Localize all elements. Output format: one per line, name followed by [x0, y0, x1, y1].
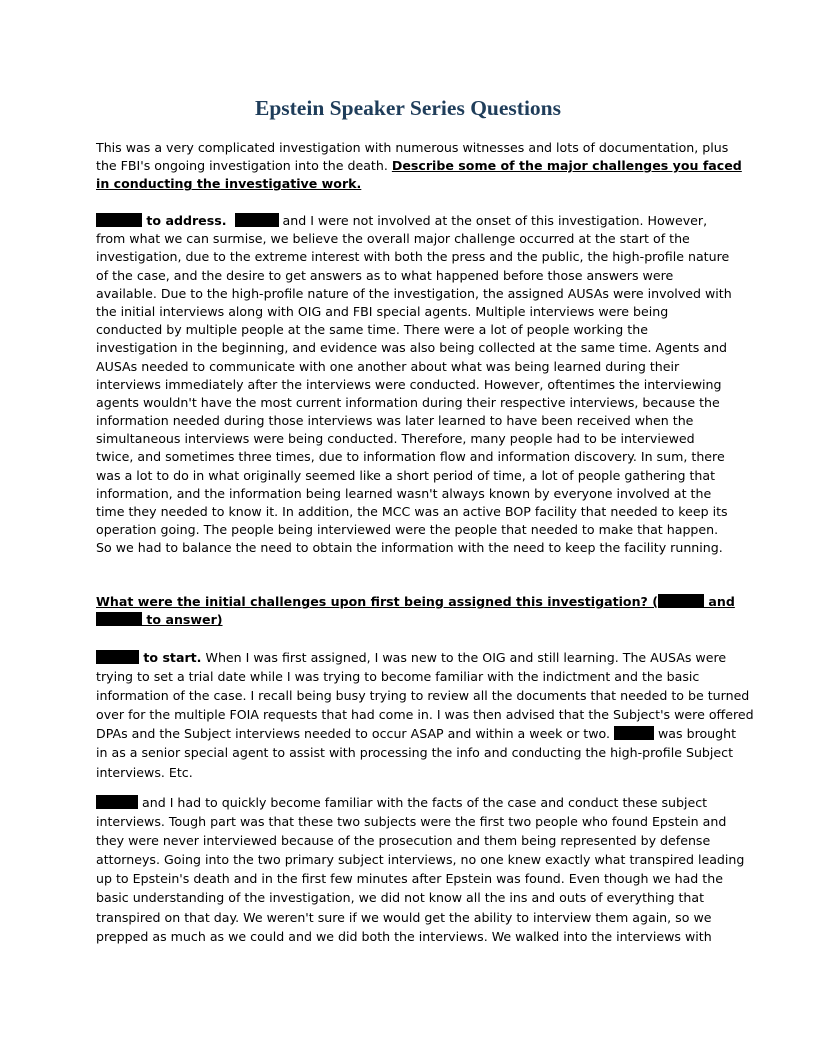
redaction-box	[658, 594, 704, 608]
text-line: was a lot to do in what originally seemed like a short period of time, a lot of people gathering that	[96, 467, 716, 483]
text-span: and I were not involved at the onset of this investigation. However,	[278, 213, 708, 228]
text-line: up to Epstein's death and in the first few minutes after Epstein was found. Even though we had the	[96, 871, 723, 887]
text-line: transpired on that day. We weren't sure if we would get the ability to interview them again, so we	[96, 909, 712, 925]
text-line: simultaneous interviews were being conducted. Therefore, many people had to be interviewed	[96, 431, 695, 447]
question-2	[96, 593, 736, 629]
answer-lead: to start.	[139, 650, 202, 665]
text-line: of the case, and the desire to get answers as to what happened before those answers were	[96, 267, 674, 283]
question-text: in conducting the investigative work.	[96, 176, 362, 192]
redaction-box	[96, 213, 142, 227]
text-line: conducted by multiple people at the same time. There were a lot of people working the	[96, 322, 648, 338]
text-span: When I was first assigned, I was new to the OIG and still learning. The AUSAs were	[201, 650, 727, 665]
redaction-box	[96, 650, 139, 664]
text-line	[96, 212, 736, 230]
text-line: interviews. Etc.	[96, 764, 193, 780]
text-line: from what we can surmise, we believe the overall major challenge occurred at the start of the	[96, 231, 690, 247]
text-line	[96, 648, 736, 667]
text-span: the FBI's ongoing investigation into the death.	[96, 158, 392, 174]
text-span: was brought	[654, 726, 737, 742]
question-text: What were the initial challenges upon first being assigned this investigation? (	[96, 594, 658, 609]
text-line: prepped as much as we could and we did both the interviews. We walked into the interviews with	[96, 928, 712, 944]
text-line: over for the multiple FOIA requests that had come in. I was then advised that the Subject's were offered	[96, 707, 754, 723]
redaction-box	[96, 612, 142, 626]
text-line: information of the case. I recall being busy trying to review all the documents that needed to be turned	[96, 688, 750, 704]
redaction-box	[96, 795, 138, 809]
question-text: and	[703, 594, 735, 609]
text-line	[96, 793, 736, 812]
answer-2	[96, 648, 754, 782]
text-line: available. Due to the high-profile nature of the investigation, the assigned AUSAs were involved with	[96, 285, 732, 301]
text-line: So we had to balance the need to obtain the information with the need to keep the facility running.	[96, 540, 723, 556]
text-line: investigation, due to the extreme interest with both the press and the public, the high-profile nature	[96, 249, 730, 265]
text-line	[96, 157, 742, 175]
text-line: they were never interviewed because of the prosecution and them being represented by defense	[96, 833, 711, 849]
text-span: and I had to quickly become familiar with the facts of the case and conduct these subject	[138, 795, 708, 810]
text-line	[96, 175, 736, 193]
text-line	[96, 593, 736, 611]
text-line: trying to set a trial date while I was trying to become familiar with the indictment and the basic	[96, 669, 700, 685]
text-line: This was a very complicated investigation with numerous witnesses and lots of documentation, plus	[96, 140, 729, 155]
question-text: to answer)	[142, 612, 223, 628]
text-line: operation going. The people being interviewed were the people that needed to make that happen.	[96, 522, 719, 538]
text-line: interviews immediately after the interviews were conducted. However, oftentimes the interviewing	[96, 376, 722, 392]
question-1	[96, 139, 742, 194]
answer-1	[96, 212, 736, 558]
question-text: Describe some of the major challenges you faced	[391, 158, 742, 174]
text-line: twice, and sometimes three times, due to information flow and information discovery. In sum, there	[96, 449, 725, 465]
text-line	[96, 611, 736, 629]
text-line: information, and the information being learned wasn't always known by everyone involved at the	[96, 485, 712, 501]
page-title: Epstein Speaker Series Questions	[254, 96, 561, 120]
answer-3	[96, 793, 745, 946]
text-span: DPAs and the Subject interviews needed to occur ASAP and within a week or two.	[96, 726, 614, 742]
text-line: AUSAs needed to communicate with one another about what was being learned during their	[96, 358, 680, 374]
text-line: the initial interviews along with OIG and FBI special agents. Multiple interviews were being	[96, 303, 669, 319]
text-line: agents wouldn't have the most current information during their respective interviews, because the	[96, 394, 720, 410]
text-line: attorneys. Going into the two primary subject interviews, no one knew exactly what transpired leading	[96, 852, 745, 868]
text-line	[96, 724, 736, 743]
text-line: investigation in the beginning, and evidence was also being collected at the same time. Agents and	[96, 340, 728, 356]
text-line: information needed during those interviews was later learned to have been received when the	[96, 413, 694, 429]
text-line: in as a senior special agent to assist with processing the info and conducting the high-profile Subject	[96, 745, 734, 761]
text-line: time they needed to know it. In addition, the MCC was an active BOP facility that needed to keep its	[96, 504, 728, 519]
redaction-box	[614, 726, 654, 740]
redaction-box	[235, 213, 279, 227]
answer-lead: to address.	[142, 213, 227, 228]
text-line: basic understanding of the investigation, we did not know all the ins and outs of everything that	[96, 890, 705, 906]
text-line: interviews. Tough part was that these two subjects were the first two people who found Epstein and	[96, 814, 727, 830]
